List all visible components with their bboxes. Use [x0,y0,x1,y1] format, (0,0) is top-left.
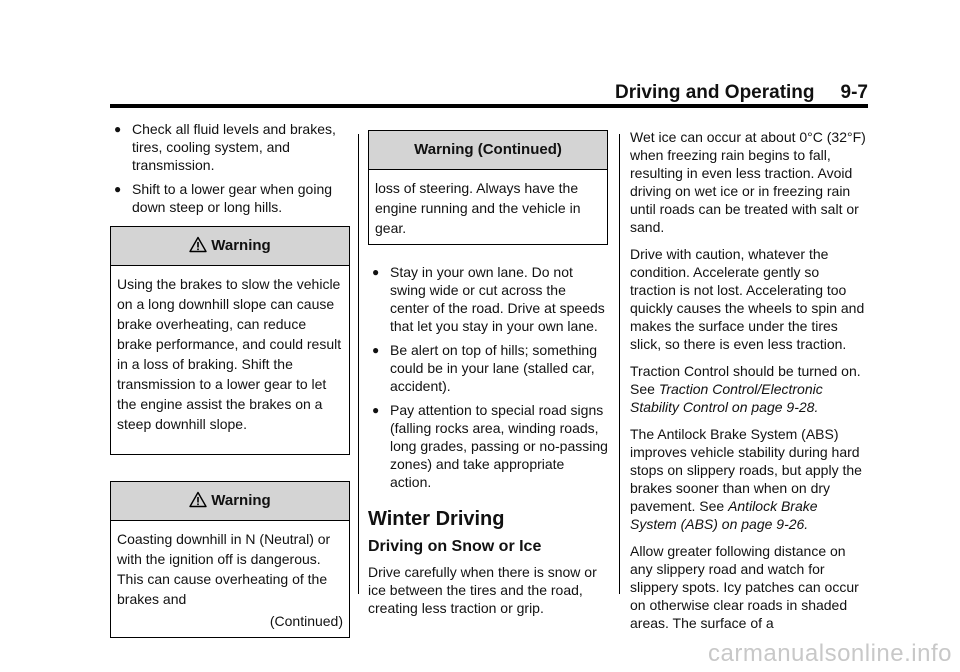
warning-body [111,521,349,637]
sub-heading: Driving on Snow or Ice [368,538,542,555]
watermark: carmanualsonline.info [708,640,952,667]
bullet-icon: ● [372,265,380,279]
warning-body: Using the brakes to slow the vehicle on a long downhill slope can cause brake overheating, can reduce brake performance, and could result in a loss of braking. Shift the transmission to a lower gear to let the engine assist the brakes on a steep downhill slope. [117,276,342,432]
warning-text: Coasting downhill in N (Neutral) or with the ignition off is dangerous. This can cause overheating of the brakes and [117,531,331,607]
column-divider-2 [619,134,620,594]
list-item: ● Be alert on top of hills; something could be in your lane (stalled car, accident). [372,342,598,394]
bullet-icon: ● [372,403,380,417]
paragraph: Drive carefully when there is snow or ice between the tires and the road, creating less traction or grip. [368,564,597,616]
continued-label: (Continued) [269,613,343,629]
warning-box-continued [368,130,608,245]
warning-title: Warning [211,237,271,254]
paragraph: Traction Control should be turned on. See Traction Control/Electronic Stability Control on page 9-28. [630,363,861,415]
bullet-icon: ● [114,122,122,136]
paragraph: Drive with caution, whatever the condition. Accelerate gently so traction is not lost. Accelerating too quickly causes the wheels to spin and makes the surface under the tires slick, so there is even less traction. [630,246,865,352]
warning-header: Warning (Continued) [369,131,607,170]
section-title: Driving and Operating [615,82,815,103]
list-item: ● Pay attention to special road signs (falling rocks area, winding roads, long grades, passing or no-passing zones) and take appropriate action. [372,402,608,490]
warning-header [111,227,349,266]
bullet-list-1 [110,120,350,216]
list-item: ● Check all fluid levels and brakes, tires, cooling system, and transmission. [114,121,336,173]
warning-body: loss of steering. Always have the engine running and the vehicle in gear. [375,180,581,236]
warning-box-2 [110,481,350,638]
list-item: ● Shift to a lower gear when going down steep or long hills. [114,181,333,215]
paragraph: Wet ice can occur at about 0°C (32°F) when freezing rain begins to fall, resulting in even less traction. Avoid driving on wet ice or in freezing rain until roads can be treated with salt or sand. [630,129,866,235]
page-number: 9-7 [840,82,868,103]
page-header [560,82,868,104]
warning-box-1 [110,226,350,455]
paragraph: The Antilock Brake System (ABS) improves vehicle stability during hard stops on slippery roads, but apply the brakes sooner than when on dry pavement. See Antilock Brake System (ABS) on page 9-26. [630,426,862,532]
warning-triangle-icon [189,491,207,508]
bullet-icon: ● [372,343,380,357]
bullet-icon: ● [114,182,122,196]
column-1 [110,120,350,638]
warning-header [111,482,349,521]
bullet-list-2 [368,263,608,491]
column-3 [630,128,866,641]
cross-reference-link[interactable]: Antilock Brake System (ABS) on page 9-26. [630,498,818,532]
warning-triangle-icon [189,236,207,253]
header-rule [110,104,868,108]
warning-title: Warning [211,492,271,509]
column-2 [368,120,608,626]
cross-reference-link[interactable]: Traction Control/Electronic Stability Control on page 9-28. [630,381,823,415]
section-heading: Winter Driving [368,508,505,530]
list-item: ● Stay in your own lane. Do not swing wide or cut across the center of the road. Drive at speeds that let you stay in your own lane. [372,264,605,334]
column-divider-1 [358,134,359,594]
paragraph: Allow greater following distance on any slippery road and watch for slippery spots. Icy patches can occur on otherwise clear roads in shaded areas. The surface of a [630,543,859,631]
